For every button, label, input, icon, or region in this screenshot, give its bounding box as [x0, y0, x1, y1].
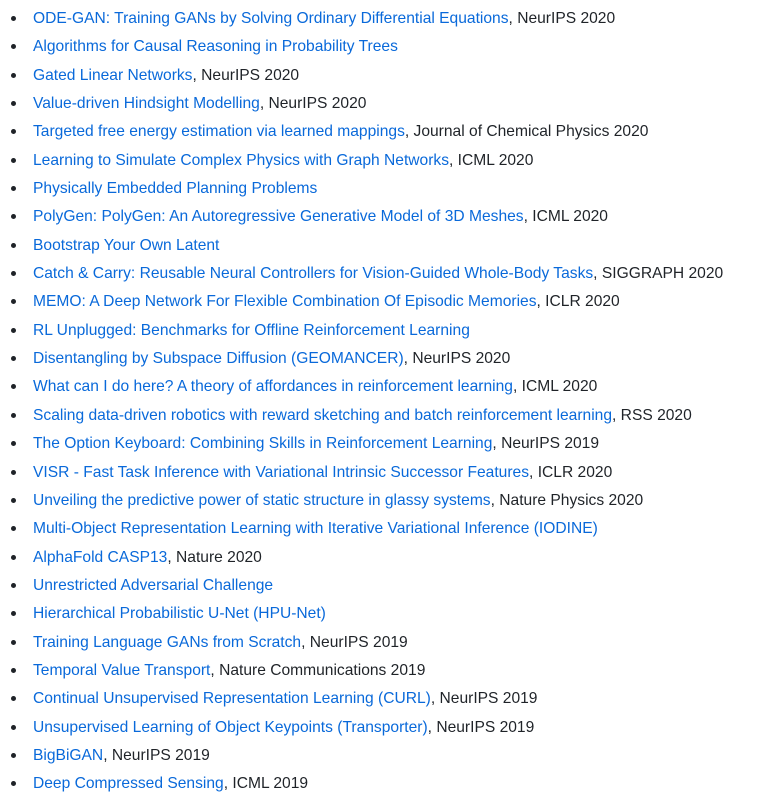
publication-title-link[interactable]: What can I do here? A theory of affordances in reinforcement learning — [33, 378, 513, 396]
publication-title-link[interactable]: Learning to Simulate Complex Physics with Graph Networks — [33, 151, 450, 169]
publication-item — [0, 92, 767, 120]
publication-venue: , RSS 2020 — [612, 406, 692, 424]
publication-item — [0, 347, 767, 375]
publication-venue: , NeurIPS 2019 — [492, 435, 600, 453]
bullet-icon — [11, 186, 16, 191]
publication-venue: , SIGGRAPH 2020 — [593, 265, 724, 283]
publication-title-link[interactable]: Bootstrap Your Own Latent — [33, 236, 220, 254]
publication-title-link[interactable]: MEMO: A Deep Network For Flexible Combination Of Episodic Memories — [33, 293, 537, 311]
bullet-icon — [11, 555, 16, 560]
publication-venue: , NeurIPS 2020 — [192, 66, 300, 84]
publication-title-link[interactable]: Multi-Object Representation Learning with Iterative Variational Inference (IODINE) — [33, 520, 598, 538]
publication-title-link[interactable]: VISR - Fast Task Inference with Variational Intrinsic Successor Features — [33, 463, 530, 481]
publication-title-link[interactable]: Unveiling the predictive power of static structure in glassy systems — [33, 491, 491, 509]
publication-title-link[interactable]: Deep Compressed Sensing — [33, 775, 224, 793]
publication-title-link[interactable]: Physically Embedded Planning Problems — [33, 180, 318, 198]
publication-item — [0, 205, 767, 233]
bullet-icon — [11, 668, 16, 673]
bullet-icon — [11, 526, 16, 531]
publication-title-link[interactable]: The Option Keyboard: Combining Skills in Reinforcement Learning — [33, 435, 493, 453]
publication-item — [0, 659, 767, 687]
bullet-icon — [11, 44, 16, 49]
publication-item — [0, 744, 767, 772]
publication-item — [0, 262, 767, 290]
publication-venue: , NeurIPS 2019 — [103, 746, 210, 764]
publication-item — [0, 149, 767, 177]
publication-title-link[interactable]: Value-driven Hindsight Modelling — [33, 95, 260, 113]
publication-venue: , ICML 2020 — [523, 208, 608, 226]
publication-item — [0, 432, 767, 460]
publication-item — [0, 489, 767, 517]
bullet-icon — [11, 781, 16, 786]
publication-title-link[interactable]: Unsupervised Learning of Object Keypoints (Transporter) — [33, 718, 428, 736]
bullet-icon — [11, 441, 16, 446]
publication-title-link[interactable]: BigBiGAN — [33, 746, 104, 764]
publication-venue: , Journal of Chemical Physics 2020 — [404, 123, 649, 141]
bullet-icon — [11, 271, 16, 276]
publication-venue: , Nature 2020 — [167, 548, 262, 566]
publication-venue: , ICML 2020 — [449, 151, 534, 169]
publication-item — [0, 7, 767, 35]
publication-title-link[interactable]: ODE-GAN: Training GANs by Solving Ordinary Differential Equations — [33, 10, 509, 27]
publication-venue: , ICML 2019 — [223, 775, 309, 793]
publication-title-link[interactable]: Hierarchical Probabilistic U-Net (HPU-Net) — [33, 605, 326, 623]
bullet-icon — [11, 129, 16, 134]
bullet-icon — [11, 725, 16, 730]
publication-venue: , NeurIPS 2020 — [259, 95, 367, 113]
publication-title-link[interactable]: Continual Unsupervised Representation Learning (CURL) — [33, 690, 431, 708]
publication-title-link[interactable]: Disentangling by Subspace Diffusion (GEOMANCER) — [33, 350, 404, 368]
publication-item — [0, 120, 767, 148]
bullet-icon — [11, 16, 16, 21]
publication-venue: , Nature Communications 2019 — [210, 661, 426, 679]
publication-item — [0, 546, 767, 574]
publication-item — [0, 574, 767, 602]
publication-item — [0, 290, 767, 318]
publication-title-link[interactable]: Targeted free energy estimation via learned mappings — [33, 123, 405, 141]
bullet-icon — [11, 243, 16, 248]
publication-item — [0, 517, 767, 545]
publication-venue: , Nature Physics 2020 — [490, 491, 644, 509]
bullet-icon — [11, 214, 16, 219]
publication-item — [0, 234, 767, 262]
bullet-icon — [11, 470, 16, 475]
bullet-icon — [11, 413, 16, 418]
publication-item — [0, 35, 767, 63]
publication-title-link[interactable]: Algorithms for Causal Reasoning in Probability Trees — [33, 38, 398, 56]
publication-item — [0, 375, 767, 403]
publication-title-link[interactable]: Unrestricted Adversarial Challenge — [33, 576, 274, 594]
publication-title-link[interactable]: RL Unplugged: Benchmarks for Offline Reinforcement Learning — [33, 321, 470, 339]
publication-item — [0, 631, 767, 659]
bullet-icon — [11, 640, 16, 645]
publication-item — [0, 461, 767, 489]
publication-title-link[interactable]: PolyGen: PolyGen: An Autoregressive Generative Model of 3D Meshes — [33, 208, 524, 226]
publication-title-link[interactable]: Catch & Carry: Reusable Neural Controllers for Vision-Guided Whole-Body Tasks — [33, 265, 594, 283]
bullet-icon — [11, 583, 16, 588]
publication-item — [0, 177, 767, 205]
bullet-icon — [11, 753, 16, 758]
publication-venue: , NeurIPS 2020 — [403, 350, 511, 368]
bullet-icon — [11, 299, 16, 304]
publication-venue: , NeurIPS 2019 — [427, 718, 535, 736]
bullet-icon — [11, 101, 16, 106]
bullet-icon — [11, 611, 16, 616]
bullet-icon — [11, 73, 16, 78]
bullet-icon — [11, 158, 16, 163]
publication-venue: , NeurIPS 2020 — [508, 10, 616, 27]
publication-title-link[interactable]: Training Language GANs from Scratch — [33, 633, 302, 651]
publication-venue: , NeurIPS 2019 — [430, 690, 538, 708]
publication-item — [0, 319, 767, 347]
bullet-icon — [11, 696, 16, 701]
publication-venue: , NeurIPS 2019 — [301, 633, 408, 651]
publication-item — [0, 772, 767, 800]
publication-item — [0, 64, 767, 92]
bullet-icon — [11, 384, 16, 389]
publication-title-link[interactable]: Gated Linear Networks — [33, 66, 193, 84]
publication-title-link[interactable]: Scaling data-driven robotics with reward sketching and batch reinforcement learning — [33, 406, 613, 424]
publication-item — [0, 716, 767, 744]
publication-venue: , ICML 2020 — [512, 378, 598, 396]
publication-venue: , ICLR 2020 — [529, 463, 613, 481]
publication-item — [0, 404, 767, 432]
publication-title-link[interactable]: AlphaFold CASP13 — [33, 548, 168, 566]
publication-item — [0, 602, 767, 630]
bullet-icon — [11, 328, 16, 333]
bullet-icon — [11, 356, 16, 361]
publication-item — [0, 687, 767, 715]
publication-venue: , ICLR 2020 — [536, 293, 620, 311]
publication-title-link[interactable]: Temporal Value Transport — [33, 661, 211, 679]
bullet-icon — [11, 498, 16, 503]
